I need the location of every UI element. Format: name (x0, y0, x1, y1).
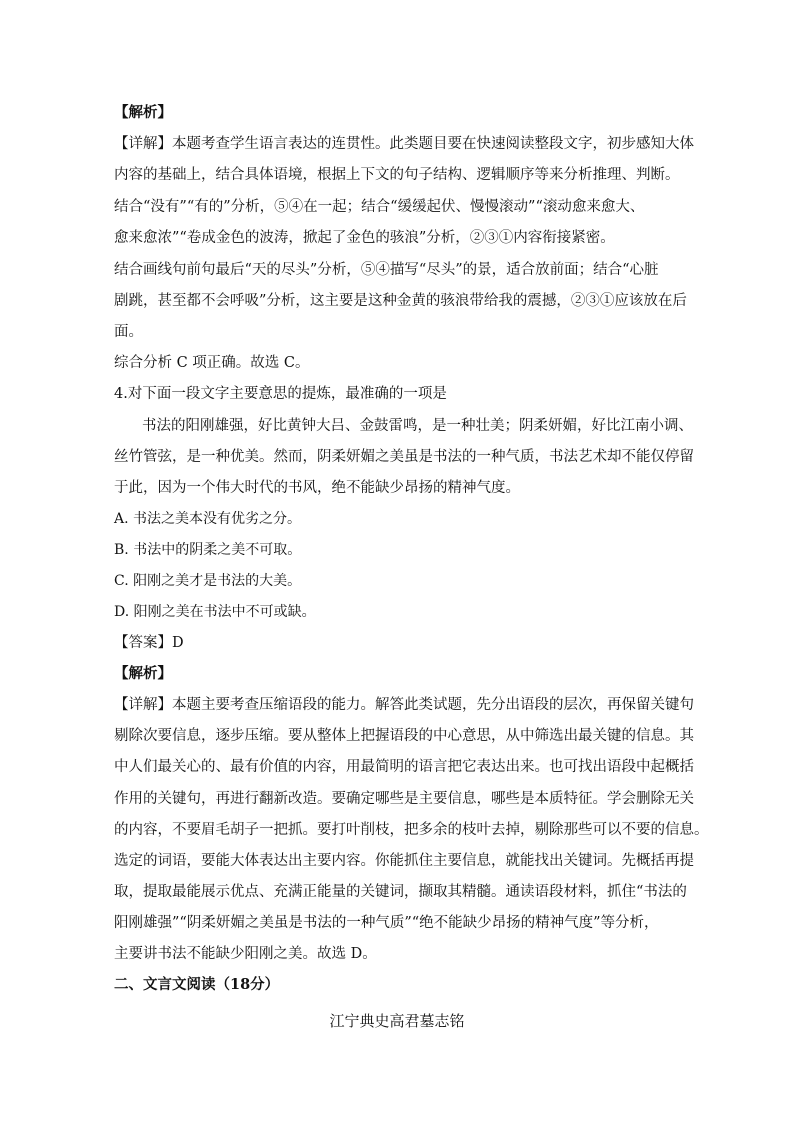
analysis-heading-2: 【解析】 (114, 665, 172, 682)
passage-line: 书法的阳刚雄强，好比黄钟大吕、金鼓雷鸣，是一种壮美；阴柔妍媚，好比江南小调、 (142, 418, 693, 434)
conclusion-line: 综合分析 C 项正确。故选 C。 (114, 355, 310, 371)
analysis-text-line: 剧跳，甚至都不会呼吸”分析，这主要是这种金黄的骇浪带给我的震撼，②③①应该放在后 (114, 293, 687, 309)
analysis-text-line: 选定的词语，要能大体表达出主要内容。你能抓住主要信息，就能找出关键词。先概括再提 (114, 853, 694, 869)
analysis-text-line: 面。 (114, 324, 143, 340)
analysis-heading-1: 【解析】 (114, 104, 172, 121)
analysis-text-line: 内容的基础上，结合具体语境，根据上下文的句子结构、逻辑顺序等来分析推理、判断。 (114, 167, 680, 183)
analysis-text-line: 剔除次要信息，逐步压缩。要从整体上把握语段的中心意思，从中筛选出最关键的信息。其 (114, 728, 694, 744)
analysis-text-line: 【详解】本题考查学生语言表达的连贯性。此类题目要在快速阅读整段文字，初步感知大体 (114, 136, 694, 152)
question-4-prompt: 4.对下面一段文字主要意思的提炼，最准确的一项是 (114, 386, 447, 402)
section-heading: 二、文言文阅读（18分） (114, 976, 280, 993)
analysis-text-line: 结合“没有”“有的”分析，⑤④在一起；结合“缓缓起伏、慢慢滚动”“滚动愈来愈大、 (114, 199, 645, 215)
option-d: D. 阳刚之美在书法中不可或缺。 (114, 604, 316, 620)
passage-line: 于此，因为一个伟大时代的书风，绝不能缺少昂扬的精神气度。 (114, 480, 520, 496)
essay-title: 江宁典史高君墓志铭 (329, 1012, 465, 1030)
analysis-text-line: 主要讲书法不能缺少阳刚之美。故选 D。 (114, 946, 377, 962)
analysis-text-line: 结合画线句前句最后“天的尽头”分析，⑤④描写“尽头”的景，适合放前面；结合“心脏 (114, 262, 659, 278)
analysis-text-line: 中人们最关心的、最有价值的内容，用最简明的语言把它表达出来。也可找出语段中起概括 (114, 759, 694, 775)
analysis-text-line: 【详解】本题主要考查压缩语段的能力。解答此类试题，先分出语段的层次，再保留关键句 (114, 697, 694, 713)
analysis-text-line: 的内容，不要眉毛胡子一把抓。要打叶削枝，把多余的枝叶去掉，剔除那些可以不要的信息。 (114, 822, 709, 838)
option-b: B. 书法中的阴柔之美不可取。 (114, 542, 302, 558)
analysis-text-line: 愈来愈浓”“卷成金色的波涛，掀起了金色的骇浪”分析，②③①内容衔接紧密。 (114, 230, 615, 246)
passage-line: 丝竹管弦，是一种优美。然而，阴柔妍媚之美虽是书法的一种气质，书法艺术却不能仅停留 (114, 449, 694, 465)
analysis-text-line: 作用的关键句，再进行翻新改造。要确定哪些是主要信息，哪些是本质特征。学会删除无关 (114, 791, 694, 807)
option-a: A. 书法之美本没有优劣之分。 (114, 511, 302, 527)
analysis-text-line: 取，提取最能展示优点、充满正能量的关键词，撷取其精髓。通读语段材料，抓住“书法的 (114, 884, 687, 900)
option-c: C. 阳刚之美才是书法的大美。 (114, 573, 302, 589)
answer-line: 【答案】D (114, 635, 184, 651)
analysis-text-line: 阳刚雄强”“阴柔妍媚之美虽是书法的一种气质”“绝不能缺少昂扬的精神气度”等分析， (114, 915, 659, 931)
